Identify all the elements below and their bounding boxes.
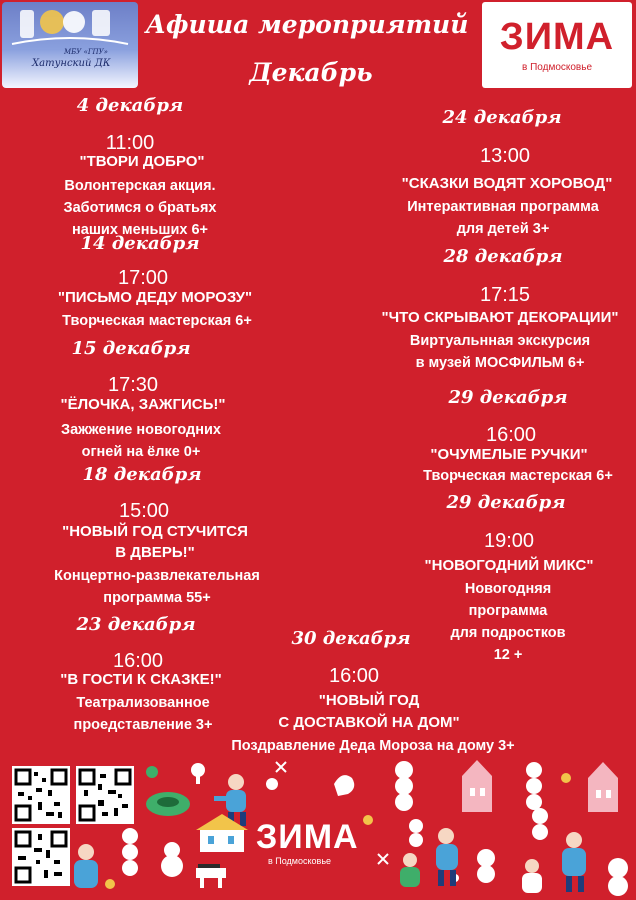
event-date: 15 декабря [71, 338, 191, 359]
event-name: "ОЧУМЕЛЫЕ РУЧКИ" [430, 446, 588, 463]
event-date: 14 декабря [80, 233, 200, 254]
event-description-line: в музей МОСФИЛЬМ 6+ [415, 355, 585, 371]
event-name [62, 521, 248, 563]
footer-decoration [0, 756, 636, 900]
event-name: "ТВОРИ ДОБРО" [79, 153, 205, 170]
event-name: "ЁЛОЧКА, ЗАЖГИСЬ!" [60, 396, 226, 413]
poster-month: Декабрь [249, 58, 373, 87]
event-description-line: Творческая мастерская 6+ [62, 313, 252, 329]
event-description-line: Творческая мастерская 6+ [423, 468, 613, 484]
event-description-line: наших меньших 6+ [71, 222, 209, 238]
event-description-line: Концертно-развлекательная [54, 568, 260, 584]
zima-logo-sub: в Подмосковье [521, 62, 593, 73]
event-description-line: Виртуальнная экскурсия [409, 333, 591, 349]
event-description [231, 735, 514, 757]
event-time: 16:00 [485, 424, 537, 446]
event-time: 11:00 [105, 132, 155, 154]
event-description [62, 310, 252, 332]
event-name-line: "НОВЫЙ ГОД [318, 692, 420, 709]
event-time: 19:00 [483, 530, 535, 552]
event-description-line: программа [468, 603, 548, 619]
event-time: 17:15 [479, 284, 531, 306]
event-time: 17:00 [117, 267, 169, 289]
event-name: "В ГОСТИ К СКАЗКЕ!" [60, 671, 222, 688]
footer-zima-sub: в Подмосковье [268, 856, 332, 866]
event-date: 30 декабря [291, 628, 411, 649]
event-date: 28 декабря [443, 246, 563, 267]
event-description-line: Поздравление Деда Мороза на дому 3+ [231, 738, 515, 754]
event-name-line: В ДВЕРЬ!" [115, 544, 195, 561]
event-description [450, 578, 565, 666]
event-name [278, 690, 459, 734]
event-time: 13:00 [479, 145, 531, 167]
event-description-line: Театрализованное [76, 695, 210, 711]
event-name: "СКАЗКИ ВОДЯТ ХОРОВОД" [401, 175, 613, 192]
event-name-line: "НОВЫЙ ГОД СТУЧИТСЯ [62, 523, 248, 540]
event-date: 23 декабря [76, 614, 196, 635]
event-description-line: программа 55+ [103, 590, 211, 606]
event-description-line: для детей 3+ [456, 221, 550, 237]
event-date: 29 декабря [448, 387, 568, 408]
event-name: "НОВОГОДНИЙ МИКС" [424, 557, 594, 574]
event-time: 17:30 [107, 374, 159, 396]
event-date: 18 декабря [82, 464, 202, 485]
event-description-line: Заботимся о братьях [63, 200, 217, 216]
event-description [423, 465, 613, 487]
theatre-masks-icon [2, 2, 138, 52]
zima-logo-word: ЗИМА [499, 16, 615, 58]
event-description-line: Волонтерская акция. [64, 178, 216, 194]
event-date: 24 декабря [442, 107, 562, 128]
event-date: 4 декабря [76, 95, 184, 116]
event-description [63, 175, 216, 241]
event-description-line: Интерактивная программа [407, 199, 599, 215]
event-description-line: для подростков [450, 625, 566, 641]
culture-house-abbr: МБУ «ГПУ» [64, 48, 108, 56]
event-description [74, 692, 213, 736]
culture-house-name: Хатунский ДК [32, 58, 111, 69]
event-description-line: 12 + [493, 647, 523, 663]
event-name: "ЧТО СКРЫВАЮТ ДЕКОРАЦИИ" [381, 309, 619, 326]
event-time: 15:00 [118, 500, 170, 522]
event-description-line: проедставление 3+ [73, 717, 213, 733]
event-description [410, 330, 590, 374]
culture-house-logo [2, 2, 138, 88]
event-description-line: Новогодняя [464, 581, 552, 597]
event-description [407, 196, 599, 240]
footer-zima-word: ЗИМА [256, 818, 359, 856]
poster-title: Афиша мероприятий [145, 10, 469, 39]
event-description-line: огней на ёлке 0+ [81, 444, 201, 460]
event-name: "ПИСЬМО ДЕДУ МОРОЗУ" [57, 289, 253, 306]
zima-logo [482, 2, 632, 88]
event-description-line: Зажжение новогодних [61, 422, 221, 438]
event-description [61, 419, 221, 463]
event-description [54, 565, 260, 609]
event-time: 16:00 [112, 650, 164, 672]
event-date: 29 декабря [446, 492, 566, 513]
event-time: 16:00 [328, 665, 380, 687]
event-name-line: С ДОСТАВКОЙ НА ДОМ" [278, 714, 460, 731]
